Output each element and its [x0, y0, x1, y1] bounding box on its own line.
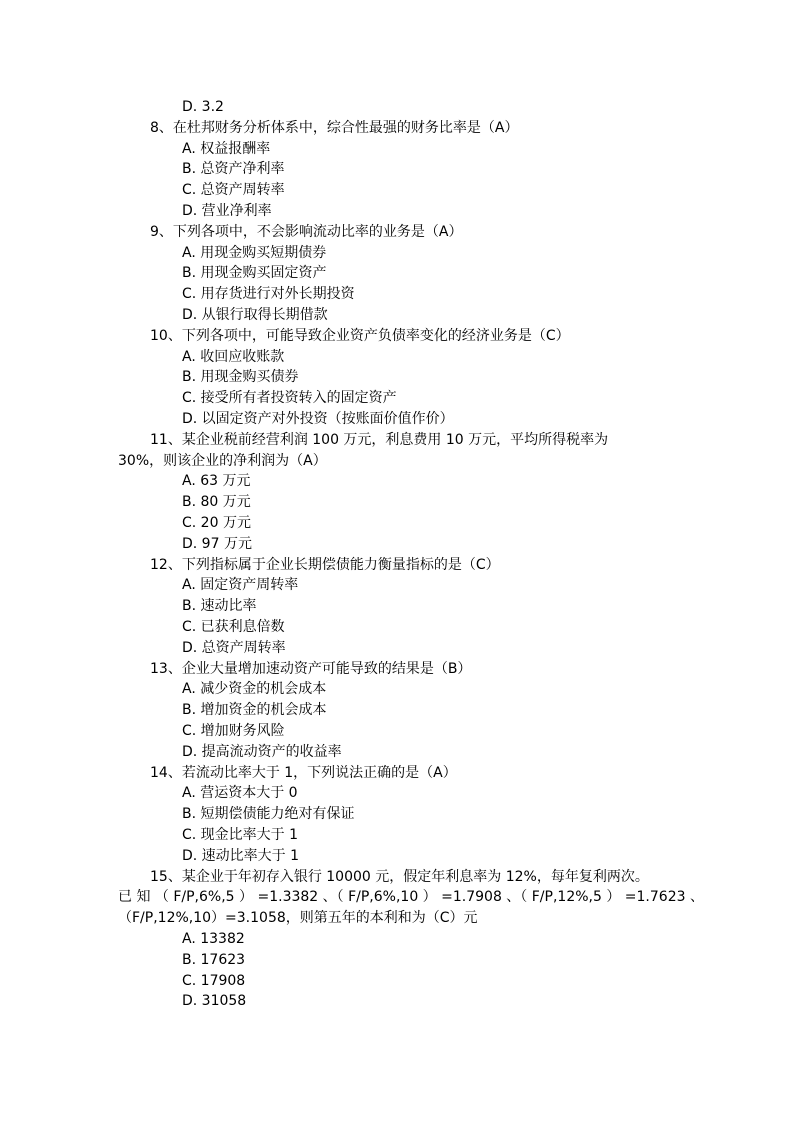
option-q10-a: A. 收回应收账款 — [182, 349, 285, 365]
option-q9-b: B. 用现金购买固定资产 — [182, 265, 327, 281]
option-q13-c: C. 增加财务风险 — [182, 723, 285, 739]
option-q15-b: B. 17623 — [182, 952, 246, 968]
option-q11-c: C. 20 万元 — [182, 515, 251, 531]
option-q9-d: D. 从银行取得长期借款 — [182, 307, 328, 323]
option-q12-c: C. 已获利息倍数 — [182, 619, 285, 635]
option-q10-c: C. 接受所有者投资转入的固定资产 — [182, 390, 397, 406]
option-q12-d: D. 总资产周转率 — [182, 640, 286, 656]
option-q9-c: C. 用存货进行对外长期投资 — [182, 286, 355, 302]
option-q7-d: D. 3.2 — [182, 99, 224, 115]
option-q15-c: C. 17908 — [182, 973, 246, 989]
option-q10-b: B. 用现金购买债券 — [182, 369, 299, 385]
question-11: 11、某企业税前经营利润 100 万元，利息费用 10 万元，平均所得税率为 — [150, 432, 609, 448]
option-q11-d: D. 97 万元 — [182, 536, 252, 552]
option-q9-a: A. 用现金购买短期债券 — [182, 245, 327, 261]
question-10: 10、下列各项中，可能导致企业资产负债率变化的经济业务是（C） — [150, 328, 570, 344]
question-14: 14、若流动比率大于 1，下列说法正确的是（A） — [150, 765, 457, 781]
option-q12-b: B. 速动比率 — [182, 598, 257, 614]
question-8: 8、在杜邦财务分析体系中，综合性最强的财务比率是（A） — [150, 120, 519, 136]
question-12: 12、下列指标属于企业长期偿债能力衡量指标的是（C） — [150, 557, 500, 573]
option-q11-b: B. 80 万元 — [182, 494, 251, 510]
option-q15-d: D. 31058 — [182, 993, 247, 1009]
option-q13-b: B. 增加资金的机会成本 — [182, 702, 327, 718]
question-13: 13、企业大量增加速动资产可能导致的结果是（B） — [150, 661, 472, 677]
question-15-continued-2: （F/P,12%,10）=3.1058，则第五年的本利和为（C）元 — [118, 910, 478, 926]
option-q8-b: B. 总资产净利率 — [182, 161, 285, 177]
question-11-continued: 30%，则该企业的净利润为（A） — [118, 453, 327, 469]
option-q8-d: D. 营业净利率 — [182, 203, 272, 219]
option-q14-d: D. 速动比率大于 1 — [182, 848, 300, 864]
option-q14-c: C. 现金比率大于 1 — [182, 827, 299, 843]
question-15-continued: 已 知 （ F/P,6%,5 ） =1.3382 、（ F/P,6%,10 ） =1.7908 、（ F/P,12%,5 ） =1.7623 、 — [118, 889, 704, 905]
option-q15-a: A. 13382 — [182, 931, 245, 947]
option-q14-b: B. 短期偿债能力绝对有保证 — [182, 806, 355, 822]
option-q11-a: A. 63 万元 — [182, 473, 251, 489]
question-9: 9、下列各项中，不会影响流动比率的业务是（A） — [150, 224, 463, 240]
option-q12-a: A. 固定资产周转率 — [182, 577, 299, 593]
option-q13-a: A. 减少资金的机会成本 — [182, 681, 327, 697]
option-q8-c: C. 总资产周转率 — [182, 182, 285, 198]
question-15: 15、某企业于年初存入银行 10000 元，假定年利息率为 12%，每年复利两次。 — [150, 869, 649, 885]
option-q8-a: A. 权益报酬率 — [182, 141, 271, 157]
option-q14-a: A. 营运资本大于 0 — [182, 785, 298, 801]
option-q10-d: D. 以固定资产对外投资（按账面价值作价） — [182, 411, 454, 427]
option-q13-d: D. 提高流动资产的收益率 — [182, 744, 342, 760]
